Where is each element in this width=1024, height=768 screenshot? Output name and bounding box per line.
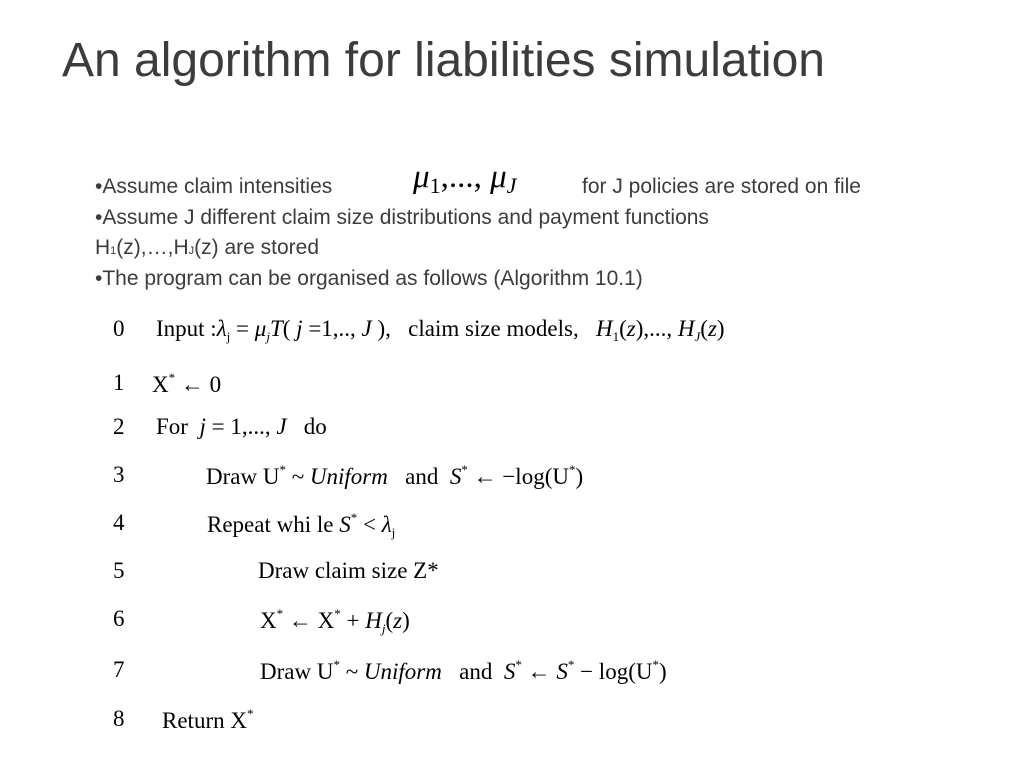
step-number: 7: [113, 657, 125, 682]
step-text: X* ← $X^* + H_j(z)$: [260, 606, 410, 636]
bullet-text-after-formula: for J policies are stored on file: [582, 175, 861, 198]
step-number: 8: [113, 706, 125, 731]
step-number: 0: [113, 316, 125, 341]
step-text: Repeat whi le $S^* < \lambda_j$: [207, 510, 396, 540]
step-text: Input $:\lambda_j = \mu_jT$( j =1,.., J ), claim size models, $H_1(z)$,..., $H_J(z)$: [156, 316, 725, 344]
step-text: Draw U* ~ Uniform and S* ← −log(U*): [206, 462, 584, 489]
step-number: 5: [113, 558, 125, 583]
step-text: For j = 1,..., J do: [156, 414, 327, 439]
mu-formula: μ1,..., μJ: [413, 159, 517, 198]
step-text: Draw claim size Z*: [258, 558, 439, 583]
bullet-program: •The program can be organised as follows (Algorithm 10.1): [95, 266, 643, 290]
step-number: 4: [113, 510, 125, 535]
step-text: X* ← 0: [152, 370, 222, 397]
bullet-payment-functions: H1(z),…,HJ(z) are stored: [95, 236, 319, 259]
step-text: Return X*: [162, 706, 254, 733]
step-text: Draw U* ~ Uniform and S* ← S* − log(U*): [260, 657, 667, 684]
bullet-claim-size: •Assume J different claim size distributions and payment functions: [95, 205, 709, 229]
step-number: 3: [113, 462, 125, 487]
step-number: 6: [113, 606, 125, 631]
slide-title: An algorithm for liabilities simulation: [62, 34, 825, 87]
step-number: 1: [113, 370, 125, 395]
step-number: 2: [113, 414, 125, 439]
bullet-text: •Assume claim intensities: [95, 175, 333, 198]
